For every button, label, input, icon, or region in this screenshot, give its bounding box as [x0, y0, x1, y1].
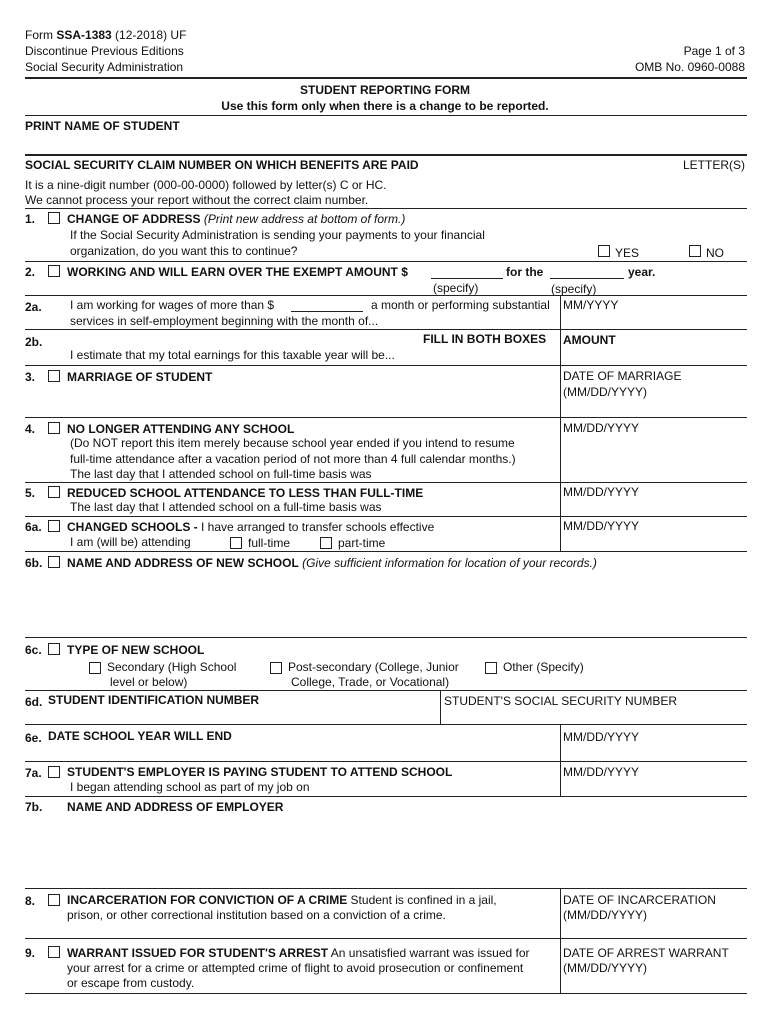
item-9-line-3: or escape from custody. — [67, 976, 195, 990]
item-6a-date-field[interactable] — [560, 533, 747, 549]
item-1-line-2: organization, do you want this to continue? — [70, 244, 298, 258]
item-2a-line-2: services in self-employment beginning with the month of... — [70, 314, 379, 328]
specify-hint-1: (specify) — [433, 281, 479, 295]
item-5-date-format: MM/DD/YYYY — [563, 485, 640, 499]
rule — [25, 516, 747, 517]
column-divider — [440, 690, 441, 724]
item-6d-number: 6d. — [25, 695, 43, 709]
item-1-title: CHANGE OF ADDRESS (Print new address at bottom of form.) — [67, 212, 406, 226]
incarceration-date-label: DATE OF INCARCERATION — [563, 893, 716, 907]
item-2a-date-format: MM/YYYY — [563, 298, 619, 312]
warrant-date-label: DATE OF ARREST WARRANT — [563, 946, 729, 960]
claim-note-1: It is a nine-digit number (000-00-0000) followed by letter(s) C or HC. — [25, 178, 387, 192]
estimated-earnings-field[interactable] — [560, 330, 747, 364]
item-6e-date-format: MM/DD/YYYY — [563, 730, 640, 744]
rule — [25, 993, 747, 994]
column-divider — [560, 417, 561, 551]
exempt-amount-field[interactable] — [431, 278, 503, 279]
marriage-checkbox[interactable] — [48, 370, 60, 382]
item-6e-number: 6e. — [25, 731, 42, 745]
item-4-date-format: MM/DD/YYYY — [563, 421, 640, 435]
item-9-number: 9. — [25, 946, 36, 960]
rule — [25, 761, 747, 762]
item-3-title: MARRIAGE OF STUDENT — [67, 370, 213, 384]
no-longer-attending-checkbox[interactable] — [48, 422, 60, 434]
item-7a-date-format: MM/DD/YYYY — [563, 765, 640, 779]
warrant-date-field[interactable] — [560, 976, 747, 990]
rule — [25, 690, 747, 691]
secondary-label-1: Secondary (High School — [107, 660, 237, 674]
item-5-title: REDUCED SCHOOL ATTENDANCE TO LESS THAN FULL-TIME — [67, 486, 424, 500]
student-name-label: PRINT NAME OF STUDENT — [25, 119, 180, 133]
warrant-checkbox[interactable] — [48, 946, 60, 958]
part-time-label: part-time — [338, 536, 386, 550]
header-rule — [25, 77, 747, 79]
amount-label: AMOUNT — [563, 333, 616, 347]
warrant-date-format: (MM/DD/YYYY) — [563, 961, 647, 975]
item-7b-number: 7b. — [25, 800, 43, 814]
item-6d-title: STUDENT IDENTIFICATION NUMBER — [48, 693, 260, 707]
item-6c-title: TYPE OF NEW SCHOOL — [67, 643, 205, 657]
yes-checkbox[interactable] — [598, 245, 610, 257]
item-5-number: 5. — [25, 486, 36, 500]
fill-both-boxes: FILL IN BOTH BOXES — [423, 332, 547, 346]
item-8-line-2: prison, or other correctional institution based on a conviction of a crime. — [67, 908, 446, 922]
rule — [25, 637, 747, 638]
marriage-date-label: DATE OF MARRIAGE — [563, 369, 682, 383]
rule — [25, 154, 747, 156]
item-2a-number: 2a. — [25, 300, 42, 314]
form-subtitle: Use this form only when there is a change to be reported. — [221, 99, 549, 113]
item-9-line-2: your arrest for a crime or attempted crime of flight to avoid prosecution or confinement — [67, 961, 524, 975]
new-school-checkbox[interactable] — [48, 556, 60, 568]
claim-number-label: SOCIAL SECURITY CLAIM NUMBER ON WHICH BENEFITS ARE PAID — [25, 158, 419, 172]
marriage-date-format: (MM/DD/YYYY) — [563, 385, 647, 399]
other-school-label: Other (Specify) — [503, 660, 584, 674]
reduced-attendance-checkbox[interactable] — [48, 486, 60, 498]
item-2b-number: 2b. — [25, 335, 43, 349]
incarceration-date-field[interactable] — [560, 922, 747, 936]
employer-paying-checkbox[interactable] — [48, 766, 60, 778]
page-number: Page 1 of 3 — [683, 44, 745, 58]
rule — [25, 796, 747, 797]
item-2b-line: I estimate that my total earnings for this taxable year will be... — [70, 348, 395, 362]
item-1-line-1: If the Social Security Administration is sending your payments to your financial — [70, 228, 485, 242]
part-time-checkbox[interactable] — [320, 537, 332, 549]
form-title: STUDENT REPORTING FORM — [300, 83, 470, 97]
item-6c-number: 6c. — [25, 643, 42, 657]
attending-label: I am (will be) attending — [70, 535, 191, 549]
item-7a-date-field[interactable] — [560, 780, 747, 794]
yes-label: YES — [615, 246, 640, 260]
item-2a-line-1a: I am working for wages of more than $ — [70, 298, 275, 312]
rule — [25, 482, 747, 483]
student-ssn-field[interactable] — [444, 708, 747, 722]
item-6b-title: NAME AND ADDRESS OF NEW SCHOOL (Give sufficient information for location of your records.) — [67, 556, 597, 570]
item-4-date-field[interactable] — [560, 436, 747, 480]
item-4-line-2: full-time attendance after a vacation period of not more than 4 full calendar months.) — [70, 452, 516, 466]
rule — [25, 261, 747, 262]
item-5-date-field[interactable] — [560, 500, 747, 514]
discontinue-note: Discontinue Previous Editions — [25, 44, 184, 58]
year-label: year. — [628, 265, 656, 279]
new-school-address-field[interactable] — [67, 574, 747, 634]
change-of-address-checkbox[interactable] — [48, 212, 60, 224]
letters-label: LETTER(S) — [682, 158, 745, 172]
item-2a-date-field[interactable] — [560, 296, 747, 328]
item-2-title: WORKING AND WILL EARN OVER THE EXEMPT AMOUNT $ — [67, 265, 408, 279]
item-6a-number: 6a. — [25, 520, 42, 534]
rule — [25, 208, 747, 209]
school-year-end-field[interactable] — [560, 745, 747, 759]
secondary-checkbox[interactable] — [89, 662, 101, 674]
rule — [25, 551, 747, 552]
rule — [25, 115, 747, 116]
claim-note-2: We cannot process your report without the correct claim number. — [25, 193, 369, 207]
item-6a-title: CHANGED SCHOOLS - I have arranged to transfer schools effective — [67, 520, 435, 534]
rule — [25, 365, 747, 366]
column-divider — [560, 724, 561, 796]
student-name-field[interactable] — [200, 118, 740, 152]
full-time-label: full-time — [248, 536, 291, 550]
omb-number: OMB No. 0960-0088 — [634, 60, 745, 74]
agency-name: Social Security Administration — [25, 60, 184, 74]
post-secondary-label-2: College, Trade, or Vocational) — [291, 675, 450, 689]
other-school-checkbox[interactable] — [485, 662, 497, 674]
form-number: Form SSA-1383 (12-2018) UF — [25, 28, 187, 42]
item-7b-title: NAME AND ADDRESS OF EMPLOYER — [67, 800, 284, 814]
item-1-number: 1. — [25, 212, 36, 226]
working-exempt-checkbox[interactable] — [48, 265, 60, 277]
item-8-number: 8. — [25, 894, 36, 908]
item-7a-line-1: I began attending school as part of my job on — [70, 780, 310, 794]
item-6e-title: DATE SCHOOL YEAR WILL END — [48, 729, 232, 743]
post-secondary-label-1: Post-secondary (College, Junior — [288, 660, 459, 674]
column-divider — [560, 365, 561, 417]
no-checkbox[interactable] — [689, 245, 701, 257]
employer-address-field[interactable] — [67, 818, 747, 884]
item-2-number: 2. — [25, 265, 36, 279]
column-divider — [560, 888, 561, 993]
item-5-line-1: The last day that I attended school on a full-time basis was — [70, 500, 382, 514]
post-secondary-checkbox[interactable] — [270, 662, 282, 674]
student-id-field[interactable] — [48, 708, 438, 722]
item-6a-date-format: MM/DD/YYYY — [563, 519, 640, 533]
rule — [25, 724, 747, 725]
secondary-label-2: level or below) — [110, 675, 188, 689]
no-label: NO — [706, 246, 724, 260]
exempt-year-field[interactable] — [550, 278, 624, 279]
item-9-title: WARRANT ISSUED FOR STUDENT'S ARREST An unsatisfied warrant was issued for — [67, 946, 530, 960]
incarceration-checkbox[interactable] — [48, 894, 60, 906]
specify-hint-2: (specify) — [551, 282, 597, 296]
item-4-number: 4. — [25, 422, 36, 436]
rule — [25, 417, 747, 418]
item-4-line-1: (Do NOT report this item merely because school year ended if you intend to resume — [70, 436, 515, 450]
item-7a-title: STUDENT'S EMPLOYER IS PAYING STUDENT TO ATTEND SCHOOL — [67, 765, 453, 779]
marriage-date-field[interactable] — [560, 400, 747, 416]
changed-schools-checkbox[interactable] — [48, 520, 60, 532]
item-2a-line-1b: a month or performing substantial — [371, 298, 550, 312]
student-ssn-label: STUDENT'S SOCIAL SECURITY NUMBER — [444, 694, 677, 708]
item-6b-number: 6b. — [25, 556, 43, 570]
school-type-checkbox[interactable] — [48, 643, 60, 655]
rule — [25, 938, 747, 939]
rule — [25, 888, 747, 889]
item-4-title: NO LONGER ATTENDING ANY SCHOOL — [67, 422, 295, 436]
item-3-number: 3. — [25, 370, 36, 384]
wages-amount-field[interactable] — [291, 311, 363, 312]
item-4-line-3: The last day that I attended school on full-time basis was — [70, 467, 372, 481]
incarceration-date-format: (MM/DD/YYYY) — [563, 908, 647, 922]
item-8-title: INCARCERATION FOR CONVICTION OF A CRIME Student is confined in a jail, — [67, 893, 497, 907]
for-the-label: for the — [506, 265, 544, 279]
column-divider — [560, 295, 561, 365]
full-time-checkbox[interactable] — [230, 537, 242, 549]
item-7a-number: 7a. — [25, 766, 42, 780]
